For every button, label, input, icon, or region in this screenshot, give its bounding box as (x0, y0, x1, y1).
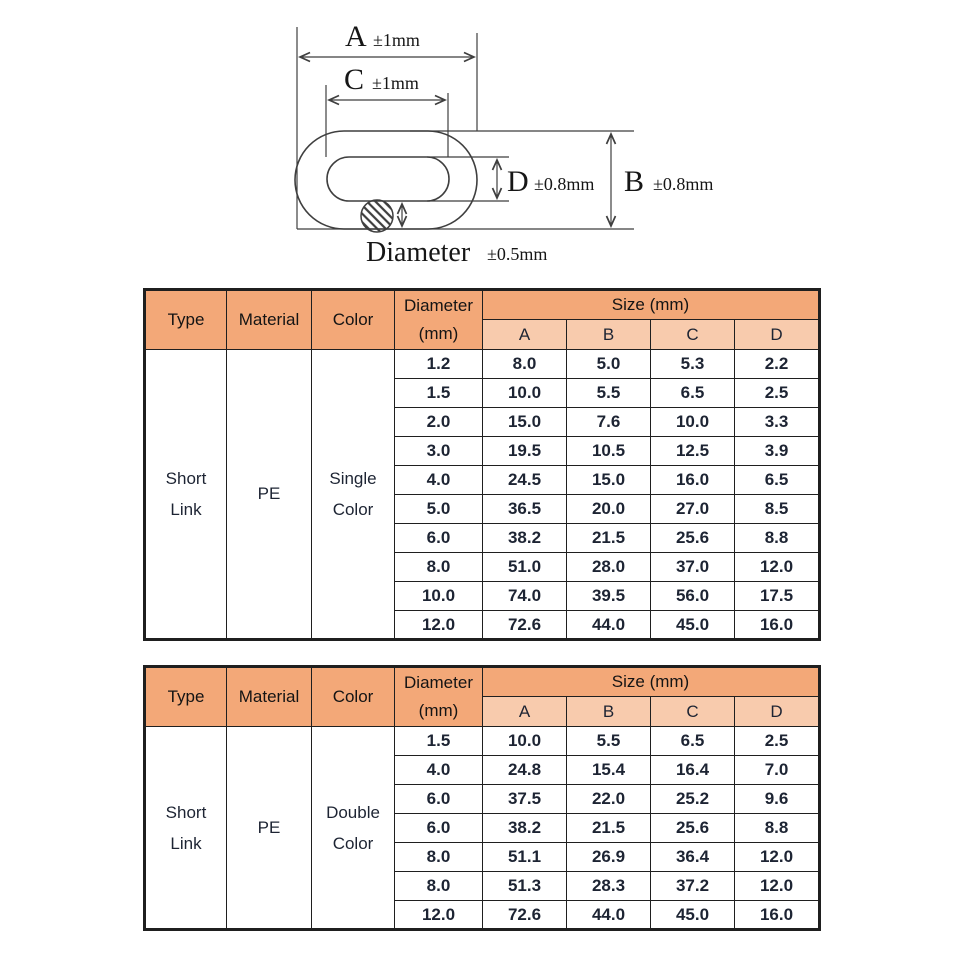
table-cell: 12.0 (735, 872, 820, 901)
table-cell: 8.8 (735, 814, 820, 843)
table-cell: 44.0 (567, 901, 651, 930)
header-diameter (395, 667, 483, 727)
material-cell: PE (227, 727, 312, 930)
table-cell: 10.0 (651, 408, 735, 437)
table-cell: 3.9 (735, 437, 820, 466)
table-cell: 2.5 (735, 379, 820, 408)
table-cell: 12.5 (651, 437, 735, 466)
label-d-tolerance: ±0.8mm (534, 174, 595, 194)
header-color: Color (312, 290, 395, 350)
table-cell: 12.0 (735, 843, 820, 872)
table-cell: 5.0 (567, 350, 651, 379)
double-color-spec-table (143, 665, 821, 931)
table-cell: 10.0 (483, 379, 567, 408)
table-cell: 8.0 (483, 350, 567, 379)
table-cell: 17.5 (735, 582, 820, 611)
header-size: Size (mm) (483, 667, 820, 697)
table-cell: 38.2 (483, 524, 567, 553)
table-cell: 37.2 (651, 872, 735, 901)
table-cell: 6.0 (395, 785, 483, 814)
table-cell: 3.3 (735, 408, 820, 437)
header-material: Material (227, 667, 312, 727)
table-cell: 56.0 (651, 582, 735, 611)
header-size: Size (mm) (483, 290, 820, 320)
table-cell: 8.8 (735, 524, 820, 553)
label-d: D (507, 165, 529, 198)
table-cell: 25.6 (651, 814, 735, 843)
header-diameter-word: Diameter (404, 673, 473, 692)
header-diameter (395, 290, 483, 350)
header-col-c: C (651, 320, 735, 350)
header-diameter-unit: (mm) (418, 324, 459, 343)
header-col-b: B (567, 320, 651, 350)
chain-link-diagram (0, 0, 960, 278)
color-cell (312, 727, 395, 930)
table-cell: 12.0 (395, 611, 483, 640)
header-type: Type (145, 667, 227, 727)
table-cell: 4.0 (395, 466, 483, 495)
table-cell: 6.5 (651, 727, 735, 756)
table-row (145, 727, 820, 756)
table-cell: 37.5 (483, 785, 567, 814)
table-cell: 21.5 (567, 524, 651, 553)
color-cell (312, 350, 395, 640)
type-line1: Short (165, 802, 207, 822)
table-cell: 19.5 (483, 437, 567, 466)
table-cell: 74.0 (483, 582, 567, 611)
header-col-d: D (735, 320, 820, 350)
table-cell: 12.0 (735, 553, 820, 582)
table-cell: 7.6 (567, 408, 651, 437)
header-material: Material (227, 290, 312, 350)
header-color: Color (312, 667, 395, 727)
table-cell: 16.0 (735, 901, 820, 930)
table-cell: 38.2 (483, 814, 567, 843)
label-b-tolerance: ±0.8mm (653, 174, 714, 194)
table-cell: 24.5 (483, 466, 567, 495)
header-col-c: C (651, 697, 735, 727)
table-cell: 15.0 (483, 408, 567, 437)
table-cell: 27.0 (651, 495, 735, 524)
table-cell: 8.0 (395, 843, 483, 872)
type-line2: Link (170, 500, 202, 519)
table-cell: 5.0 (395, 495, 483, 524)
table-cell: 8.5 (735, 495, 820, 524)
table-cell: 2.5 (735, 727, 820, 756)
type-line2: Link (170, 833, 202, 853)
table-cell: 72.6 (483, 611, 567, 640)
table-cell: 25.6 (651, 524, 735, 553)
type-line1: Short (165, 469, 207, 488)
table-cell: 51.0 (483, 553, 567, 582)
table-cell: 15.4 (567, 756, 651, 785)
table-cell: 25.2 (651, 785, 735, 814)
table-cell: 10.0 (395, 582, 483, 611)
label-a: A (345, 20, 367, 53)
table-cell: 36.5 (483, 495, 567, 524)
table-cell: 24.8 (483, 756, 567, 785)
table-cell: 51.3 (483, 872, 567, 901)
label-diameter: Diameter (366, 237, 471, 268)
table-cell: 16.0 (735, 611, 820, 640)
table-cell: 9.6 (735, 785, 820, 814)
label-b: B (624, 165, 645, 198)
label-a-tolerance: ±1mm (373, 30, 420, 50)
table-cell: 36.4 (651, 843, 735, 872)
table-cell: 72.6 (483, 901, 567, 930)
table-cell: 5.5 (567, 379, 651, 408)
header-diameter-unit: (mm) (418, 701, 459, 720)
type-cell (145, 727, 227, 930)
single-color-spec-table (143, 288, 821, 641)
table-cell: 37.0 (651, 553, 735, 582)
header-col-b: B (567, 697, 651, 727)
table-cell: 10.5 (567, 437, 651, 466)
table-cell: 44.0 (567, 611, 651, 640)
color-line1: Double (326, 802, 380, 822)
table-cell: 10.0 (483, 727, 567, 756)
header-diameter-word: Diameter (404, 296, 473, 315)
table-cell: 8.0 (395, 872, 483, 901)
type-cell (145, 350, 227, 640)
table-cell: 45.0 (651, 611, 735, 640)
table-cell: 16.4 (651, 756, 735, 785)
table-cell: 12.0 (395, 901, 483, 930)
table-cell: 20.0 (567, 495, 651, 524)
header-type: Type (145, 290, 227, 350)
table-cell: 6.5 (735, 466, 820, 495)
material-cell: PE (227, 350, 312, 640)
table-cell: 28.3 (567, 872, 651, 901)
table-cell: 6.5 (651, 379, 735, 408)
table-cell: 7.0 (735, 756, 820, 785)
label-diameter-tolerance: ±0.5mm (487, 244, 548, 264)
link-inner-outline (327, 157, 449, 201)
table-cell: 8.0 (395, 553, 483, 582)
label-c-tolerance: ±1mm (372, 73, 419, 93)
table-cell: 3.0 (395, 437, 483, 466)
table-cell: 16.0 (651, 466, 735, 495)
table-cell: 1.2 (395, 350, 483, 379)
table-cell: 2.2 (735, 350, 820, 379)
table-row (145, 350, 820, 379)
table-cell: 45.0 (651, 901, 735, 930)
wire-cross-section (361, 200, 393, 232)
table-cell: 1.5 (395, 379, 483, 408)
header-col-d: D (735, 697, 820, 727)
color-line2: Color (332, 833, 374, 853)
table-cell: 6.0 (395, 524, 483, 553)
table-cell: 26.9 (567, 843, 651, 872)
table-cell: 39.5 (567, 582, 651, 611)
table-cell: 1.5 (395, 727, 483, 756)
table-cell: 5.5 (567, 727, 651, 756)
color-line1: Single (329, 469, 377, 488)
table-cell: 4.0 (395, 756, 483, 785)
table-cell: 6.0 (395, 814, 483, 843)
table-cell: 51.1 (483, 843, 567, 872)
label-c: C (344, 63, 365, 96)
header-col-a: A (483, 320, 567, 350)
color-line2: Color (332, 500, 374, 519)
header-col-a: A (483, 697, 567, 727)
table-cell: 2.0 (395, 408, 483, 437)
table-cell: 28.0 (567, 553, 651, 582)
table-cell: 5.3 (651, 350, 735, 379)
table-cell: 21.5 (567, 814, 651, 843)
table-cell: 15.0 (567, 466, 651, 495)
table-cell: 22.0 (567, 785, 651, 814)
